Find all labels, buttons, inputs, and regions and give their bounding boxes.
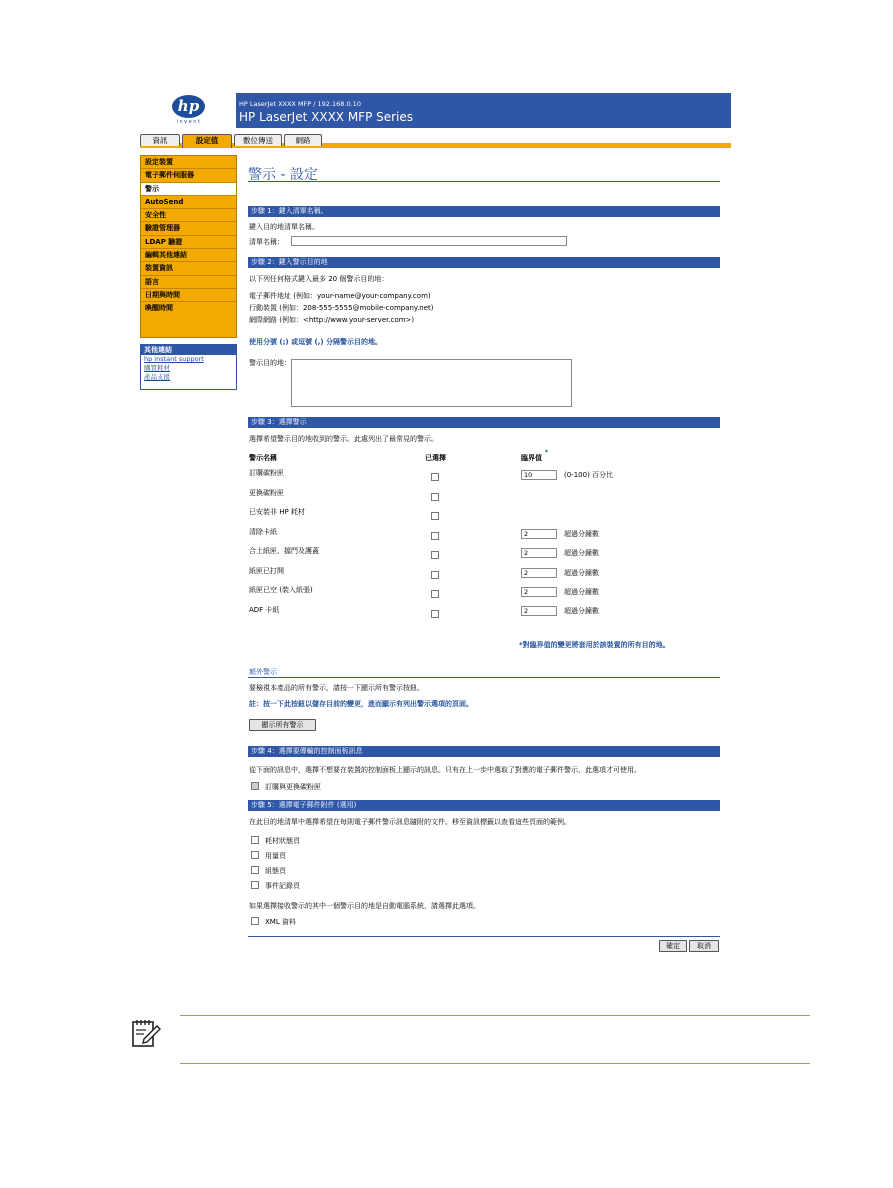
attachment-checkbox-event-log[interactable] [251,881,259,889]
extra-alerts-title: 額外警示 [249,668,277,676]
tab-bar [140,134,731,148]
alert-name-clear-jam: 清除卡紙 [249,528,277,536]
separator-note: 使用分號 (;) 或逗號 (,) 分隔警示目的地。 [249,338,383,346]
list-name-input[interactable] [291,236,567,246]
alert-name-order-cartridge: 訂購碳粉匣 [249,469,284,477]
product-title: HP LaserJet XXXX MFP Series [239,110,414,124]
sidebar [140,155,237,338]
attachment-checkbox-configuration[interactable] [251,866,259,874]
other-links-title: 其他連結 [141,345,236,355]
threshold-input-tray-open[interactable]: 2 [521,568,557,578]
attachment-label-configuration: 組態頁 [265,867,286,875]
sidebar-item-configure-device[interactable]: 設定裝置 [141,156,236,169]
threshold-unit-close-doors: 超過分鐘數 [564,549,599,557]
threshold-unit-clear-jam: 超過分鐘數 [564,530,599,538]
threshold-unit-adf-jam: 超過分鐘數 [564,607,599,615]
link-product-support[interactable]: 產品支援 [144,373,170,381]
column-threshold: 臨界值 [521,454,542,462]
threshold-input-tray-empty[interactable]: 2 [521,587,557,597]
alert-name-close-doors: 合上紙匣、擋門及護蓋 [249,547,319,555]
alert-name-adf-jam: ADF 卡紙 [249,606,280,614]
list-name-label: 清單名稱： [249,238,284,246]
destinations-label: 警示目的地： [249,359,291,367]
alert-checkbox-order-cartridge[interactable] [431,473,439,481]
other-links-box [140,344,237,390]
step4-header: 步驟 4：選擇要傳輸的控制面板訊息 [248,746,720,757]
column-selected: 已選擇 [425,454,446,462]
extra-alerts-divider [248,677,720,678]
sidebar-item-alerts[interactable]: 警示 [141,183,236,196]
control-panel-message-label: 訂購與更換碳粉匣 [265,783,321,791]
alert-name-tray-open: 紙匣已打開 [249,567,284,575]
attachment-label-supplies-status: 耗材狀態頁 [265,837,300,845]
column-alert-name: 警示名稱 [249,454,277,462]
format-web: 網際網路 (例如：<http://www.your-server.com>) [249,316,415,324]
threshold-input-clear-jam[interactable]: 2 [521,529,557,539]
step2-instruction: 以下列任何格式鍵入最多 20 個警示目的地： [249,275,389,283]
control-panel-message-checkbox[interactable] [251,782,259,790]
threshold-input-order-cartridge[interactable]: 10 [521,470,557,480]
sidebar-item-wake-time[interactable]: 喚醒時間 [145,304,173,313]
link-hp-instant-support[interactable]: hp instant support [144,355,204,363]
tab-information[interactable]: 資訊 [140,134,180,146]
alert-name-tray-empty: 紙匣已空 (裝入紙張) [249,586,313,594]
logo-tagline: invent [176,119,202,125]
xml-note: 如果選擇接收警示的其中一個警示目的地是自動電腦系統，請選擇此選項。 [249,902,480,910]
threshold-unit-order-cartridge: (0-100) 百分比 [564,471,614,479]
tab-settings[interactable]: 設定值 [182,134,232,148]
attachment-checkbox-usage[interactable] [251,851,259,859]
sidebar-item-language[interactable]: 語言 [141,276,236,289]
sidebar-item-edit-other-links[interactable]: 編輯其他連結 [141,249,236,262]
destinations-textarea[interactable] [291,359,572,407]
alert-checkbox-tray-open[interactable] [431,571,439,579]
tab-digital-sending[interactable]: 數位傳送 [234,134,282,146]
sidebar-item-ldap-authentication[interactable]: LDAP 驗證 [141,236,236,249]
threshold-unit-tray-empty: 超過分鐘數 [564,588,599,596]
threshold-unit-tray-open: 超過分鐘數 [564,569,599,577]
device-address: HP LaserJet XXXX MFP / 192.168.0.10 [239,100,361,108]
alert-checkbox-close-doors[interactable] [431,551,439,559]
alert-checkbox-clear-jam[interactable] [431,532,439,540]
note-icon [131,1018,163,1048]
link-order-supplies[interactable]: 購買耗材 [144,364,170,372]
attachment-checkbox-supplies-status[interactable] [251,836,259,844]
show-all-alerts-button[interactable]: 顯示所有警示 [249,719,316,731]
cancel-button[interactable]: 取消 [689,940,719,952]
note-bottom-rule [180,1063,810,1064]
alert-checkbox-tray-empty[interactable] [431,590,439,598]
threshold-input-adf-jam[interactable]: 2 [521,606,557,616]
sidebar-item-security[interactable]: 安全性 [141,209,236,222]
extra-alerts-note: 註：按一下此按鈕以儲存目前的變更，進而顯示有列出警示選項的頁面。 [249,700,473,708]
step2-header: 步驟 2：鍵入警示目的地 [248,257,720,268]
sidebar-item-authentication-manager[interactable]: 驗證管理器 [141,222,236,235]
alert-name-replace-cartridge: 更換碳粉匣 [249,489,284,497]
hp-logo: hp [172,95,205,118]
sidebar-item-autosend[interactable]: AutoSend [141,196,236,209]
alert-checkbox-replace-cartridge[interactable] [431,493,439,501]
title-divider [248,181,720,182]
sidebar-item-date-time[interactable]: 日期與時間 [141,289,236,302]
threshold-input-close-doors[interactable]: 2 [521,548,557,558]
alert-checkbox-adf-jam[interactable] [431,610,439,618]
note-top-rule [180,1015,810,1016]
attachment-label-event-log: 事件記錄頁 [265,882,300,890]
step5-header: 步驟 5：選擇電子郵件附件 (選用) [248,800,720,811]
threshold-note: *對臨界值的變更將套用於該裝置的所有目的地。 [519,641,670,649]
page-title: 警示 - 設定 [248,167,318,183]
attachment-label-usage: 用量頁 [265,852,286,860]
step3-header: 步驟 3：選擇警示 [248,417,720,428]
threshold-marker: * [545,449,549,456]
tab-networking[interactable]: 網路 [284,134,322,146]
title-bar [236,93,731,128]
sidebar-item-email-server[interactable]: 電子郵件伺服器 [141,169,236,182]
alert-name-non-hp-supply: 已安裝非 HP 耗材 [249,508,305,516]
format-email: 電子郵件地址 (例如：your-name@your-company.com) [249,292,431,300]
step3-instruction: 選擇希望警示目的地收到的警示。此處列出了最常見的警示。 [249,435,438,443]
step4-instruction: 從下面的訊息中，選擇不想要在裝置的控制面板上顯示的訊息。只有在上一步中選取了對應的電子郵件警示，此選項才可使用。 [249,766,641,774]
extra-alerts-instruction: 要檢視本產品的所有警示，請按一下顯示所有警示按鈕。 [249,684,424,692]
bottom-divider [248,936,720,937]
sidebar-item-device-information[interactable]: 裝置資訊 [141,262,236,275]
logo-area [140,93,236,128]
step5-instruction: 在此目的地清單中選擇希望在每則電子郵件警示訊息隨附的文件。移至資訊標籤以查看這些頁面的範例。 [249,818,571,826]
alert-checkbox-non-hp-supply[interactable] [431,512,439,520]
xml-data-checkbox[interactable] [251,917,259,925]
ok-button[interactable]: 確定 [659,940,687,952]
xml-data-label: XML 資料 [265,918,296,926]
format-mobile: 行動裝置 (例如：208-555-5555@mobile-company.net) [249,304,434,312]
header [140,93,731,128]
step1-header: 步驟 1：鍵入清單名稱。 [248,206,720,217]
step1-instruction: 鍵入目的地清單名稱。 [249,223,319,231]
